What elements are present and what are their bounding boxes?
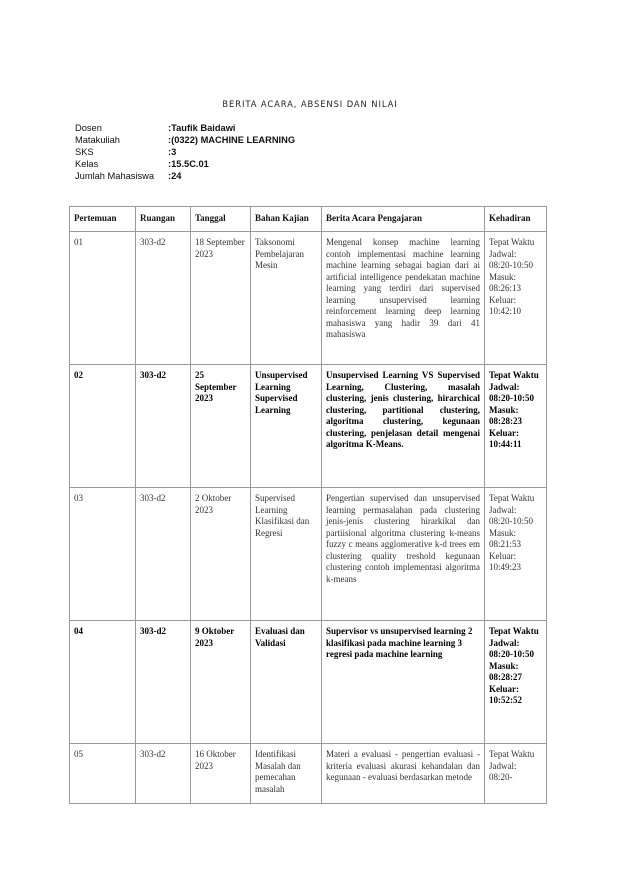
dosen-value: : Taufik Baidawi [168,122,236,134]
header-tanggal: Tanggal [191,207,251,232]
info-row-kelas [75,158,295,170]
sks-value: : 3 [168,146,176,158]
cell-tanggal: 2 Oktober 2023 [191,488,251,621]
info-row-sks [75,146,295,158]
kelas-value: : 15.5C.01 [168,158,209,170]
jumlah-label: Jumlah Mahasiswa [75,171,155,181]
cell-kehadiran: Tepat Waktu Jadwal: 08:20-10:50 Masuk: 08:21:53 Keluar: 10:49:23 [485,488,547,621]
cell-bahan-kajian: Taksonomi Pembelajaran Mesin [251,232,322,365]
cell-pertemuan: 01 [70,232,136,365]
table-row [70,365,547,488]
cell-ruangan: 303-d2 [136,365,191,488]
cell-tanggal: 18 September 2023 [191,232,251,365]
table-row [70,488,547,621]
cell-berita-acara: Mengenal konsep machine learning contoh implementasi machine learning machine learning sebagai bagian dari ai artificial intelligence pendekatan machine learning yang terdiri dari supervised learning unsupervised learning reinforcement learning deep learning mahasiswa yang hadir 39 dari 41 mahasiswa [322,232,485,365]
table-row [70,744,547,804]
cell-pertemuan: 03 [70,488,136,621]
cell-ruangan: 303-d2 [136,621,191,744]
table-row [70,232,547,365]
cell-berita-acara: Supervisor vs unsupervised learning 2 klasifikasi pada machine learning 3 regresi pada machine learning [322,621,485,744]
cell-pertemuan: 05 [70,744,136,804]
cell-kehadiran: Tepat Waktu Jadwal: 08:20-10:50 Masuk: 08:26:13 Keluar: 10:42:10 [485,232,547,365]
header-pertemuan: Pertemuan [70,207,136,232]
cell-bahan-kajian: Unsupervised Learning Supervised Learning [251,365,322,488]
cell-ruangan: 303-d2 [136,232,191,365]
header-bahan-kajian: Bahan Kajian [251,207,322,232]
kelas-label: Kelas [75,159,99,169]
cell-bahan-kajian: Identifikasi Masalah dan pemecahan masalah [251,744,322,804]
attendance-table [69,206,547,804]
cell-pertemuan: 04 [70,621,136,744]
header-kehadiran: Kehadiran [485,207,547,232]
cell-berita-acara [322,744,485,804]
cell-kehadiran: Tepat Waktu Jadwal: 08:20-10:50 Masuk: 08:28:27 Keluar: 10:52:52 [485,621,547,744]
cell-berita-acara-text: Materi a evaluasi - pengertian evaluasi - kriteria evaluasi akurasi kehandalan dan kegunaan - evaluasi berdasarkan metode [326,749,480,782]
info-row-jumlah [75,170,295,182]
table-row [70,621,547,744]
cell-ruangan: 303-d2 [136,744,191,804]
document-title: BERITA ACARA, ABSENSI DAN NILAI [222,99,398,109]
course-info [75,122,295,182]
cell-kehadiran: Tepat Waktu Jadwal: 08:20-10:50 Masuk: 08:28:23 Keluar: 10:44:11 [485,365,547,488]
cell-kehadiran: Tepat Waktu Jadwal: 08:20- [485,744,547,804]
table-header-row [70,207,547,232]
header-berita-acara: Berita Acara Pengajaran [322,207,485,232]
cell-berita-acara: Unsupervised Learning VS Supervised Learning, Clustering, masalah clustering, jenis clustering, hirarchical clustering, partitional clustering, algoritma clustering, kegunaan clustering, penjelasan detail mengenai algoritma K-Means. [322,365,485,488]
matakuliah-value: : (0322) MACHINE LEARNING [168,134,295,146]
info-row-dosen [75,122,295,134]
cell-tanggal: 16 Oktober 2023 [191,744,251,804]
cell-bahan-kajian: Supervised Learning Klasifikasi dan Regresi [251,488,322,621]
info-row-matakuliah [75,134,295,146]
cell-bahan-kajian: Evaluasi dan Validasi [251,621,322,744]
jumlah-value: : 24 [168,170,181,182]
cell-berita-acara: Pengertian supervised dan unsupervised learning permasalahan pada clustering jenis-jenis clustering hirarkikal dan partiisional algoritma clustering k-means fuzzy c means agglomerative k-d trees em clustering quality treshold kegunaan clustering contoh implementasi algoritma k-means [322,488,485,621]
cell-pertemuan: 02 [70,365,136,488]
cell-tanggal: 25 September 2023 [191,365,251,488]
sks-label: SKS [75,147,94,157]
cell-tanggal: 9 Oktober 2023 [191,621,251,744]
matakuliah-label: Matakuliah [75,135,120,145]
dosen-label: Dosen [75,123,102,133]
header-ruangan: Ruangan [136,207,191,232]
cell-ruangan: 303-d2 [136,488,191,621]
